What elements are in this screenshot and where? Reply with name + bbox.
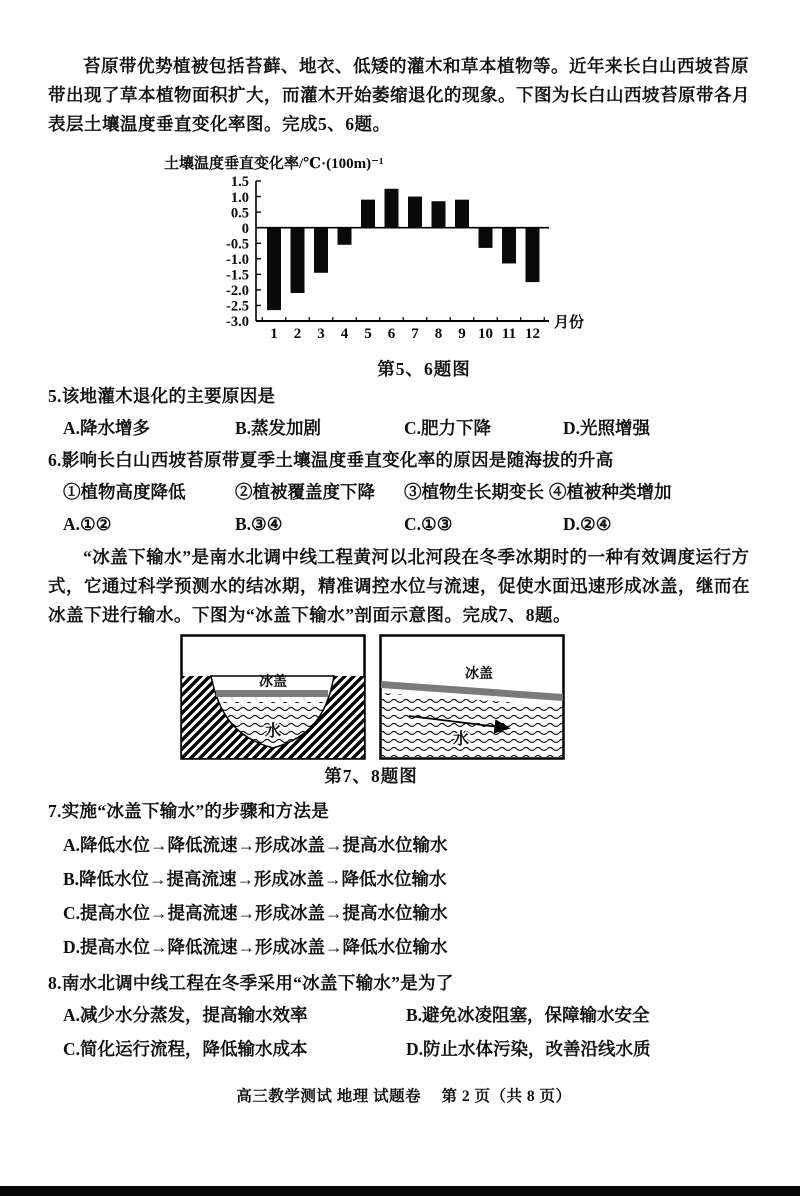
- question-8-stem: 8.南水北调中线工程在冬季采用“冰盖下输水”是为了: [48, 973, 454, 993]
- question-8-option-a: A.减少水分蒸发，提高输水效率: [63, 1005, 308, 1025]
- question-7-option-c: C.提高水位→提高流速→形成冰盖→提高水位输水: [63, 903, 448, 923]
- svg-text:-2.5: -2.5: [226, 298, 249, 315]
- question-7-option-b: B.降低水位→提高流速→形成冰盖→降低水位输水: [63, 869, 447, 889]
- svg-text:3: 3: [317, 326, 325, 342]
- question-6-subitem-2: ②植被覆盖度下降: [235, 482, 375, 502]
- question-6-option-c: C.①③: [404, 514, 453, 534]
- question-7-option-d: D.提高水位→降低流速→形成冰盖→降低水位输水: [63, 937, 448, 957]
- svg-text:10: 10: [478, 326, 493, 342]
- svg-text:11: 11: [501, 326, 517, 342]
- svg-text:-1.5: -1.5: [226, 267, 249, 284]
- svg-text:8: 8: [434, 326, 443, 342]
- question-7-stem: 7.实施“冰盖下输水”的步骤和方法是: [48, 801, 330, 821]
- svg-text:-1.0: -1.0: [226, 251, 249, 268]
- svg-text:1.5: 1.5: [230, 174, 249, 191]
- question-5-option-c: C.肥力下降: [404, 418, 492, 438]
- ice-cover-label: 冰盖: [259, 675, 287, 690]
- intro-paragraph-1: 苔原带优势植被包括苔藓、地衣、低矮的灌木和草本植物等。近年来长白山西坡苔原带出现了草本植物面积扩大，而灌木开始萎缩退化的现象。下图为长白山西坡苔原带各月表层土壤温度垂直变化率图。完成5、6题。: [48, 56, 750, 134]
- svg-text:0: 0: [241, 220, 249, 237]
- water-label: 水: [452, 731, 470, 748]
- svg-text:1.0: 1.0: [230, 189, 249, 206]
- svg-text:0.5: 0.5: [230, 205, 249, 222]
- svg-text:1: 1: [270, 326, 278, 342]
- question-5-option-b: B.蒸发加剧: [235, 418, 322, 438]
- svg-text:7: 7: [411, 326, 419, 342]
- ice-cover-bar: [216, 690, 328, 697]
- svg-text:-3.0: -3.0: [226, 314, 249, 331]
- svg-text:-2.0: -2.0: [226, 283, 249, 300]
- question-8-option-c: C.简化运行流程，降低输水成本: [63, 1039, 308, 1059]
- question-6-options: [63, 511, 760, 537]
- page-footer: 高三教学测试 地理 试题卷 第 2 页（共 8 页）: [236, 1088, 572, 1105]
- svg-text:-0.5: -0.5: [226, 236, 249, 253]
- svg-text:4: 4: [340, 326, 349, 342]
- question-8-options-row-1: [63, 1002, 760, 1028]
- question-7-option-a: A.降低水位→降低流速→形成冰盖→提高水位输水: [63, 835, 448, 855]
- svg-text:5: 5: [364, 326, 372, 342]
- chart-caption: 第5、6题图: [377, 359, 471, 379]
- question-6-subitem-1: ①植物高度降低: [63, 482, 186, 502]
- scan-edge-artifact: [0, 1186, 800, 1196]
- question-8-option-b: B.避免冰凌阻塞，保障输水安全: [406, 1005, 650, 1025]
- question-6-option-b: B.③④: [235, 514, 283, 534]
- svg-text:9: 9: [458, 326, 466, 342]
- channel-longitudinal-diagram: [379, 634, 565, 760]
- question-8-option-d: D.防止水体污染，改善沿线水质: [406, 1039, 651, 1059]
- soil-temp-bar-chart: [144, 153, 604, 353]
- svg-text:土壤温度垂直变化率/℃·(100m)⁻¹: 土壤温度垂直变化率/℃·(100m)⁻¹: [164, 156, 384, 172]
- question-5-stem: 5.该地灌木退化的主要原因是: [48, 386, 276, 406]
- question-6-option-a: A.①②: [63, 514, 112, 534]
- question-5-options: [63, 415, 760, 441]
- question-6-subitems: [63, 479, 760, 505]
- question-8-options-row-2: [63, 1036, 760, 1062]
- question-7: [48, 798, 760, 960]
- channel-cross-section-diagram: [180, 634, 366, 760]
- intro-paragraph-2: “冰盖下输水”是南水北调中线工程黄河以北河段在冬季冰期时的一种有效调度运行方式，它通过科学预测水的结冰期，精准调控水位与流速，促使水面迅速形成冰盖，继而在冰盖下进行输水。下图为“冰盖下输水”剖面示意图。完成7、8题。: [48, 547, 750, 625]
- question-6-stem: 6.影响长白山西坡苔原带夏季土壤温度垂直变化率的原因是随海拔的升高: [48, 450, 614, 470]
- question-6-option-d: D.②④: [563, 514, 612, 534]
- ice-cover-label: 冰盖: [465, 667, 493, 682]
- svg-text:2: 2: [293, 326, 302, 342]
- question-5-option-d: D.光照增强: [563, 418, 651, 438]
- soil-temp-chart-block: [48, 153, 760, 381]
- svg-text:6: 6: [387, 326, 396, 342]
- question-6-subitem-4: ④植被种类增加: [549, 482, 672, 502]
- svg-text:月份: 月份: [554, 315, 585, 331]
- ice-cover-diagrams: [180, 634, 760, 760]
- question-8: [48, 970, 760, 1062]
- water-label: 水: [264, 723, 282, 740]
- question-6: [48, 447, 760, 537]
- question-6-subitem-3: ③植物生长期变长: [404, 482, 544, 502]
- svg-text:12: 12: [525, 326, 540, 342]
- question-5: [48, 383, 760, 441]
- question-5-option-a: A.降水增多: [63, 418, 151, 438]
- diagram-caption: 第7、8题图: [324, 766, 418, 786]
